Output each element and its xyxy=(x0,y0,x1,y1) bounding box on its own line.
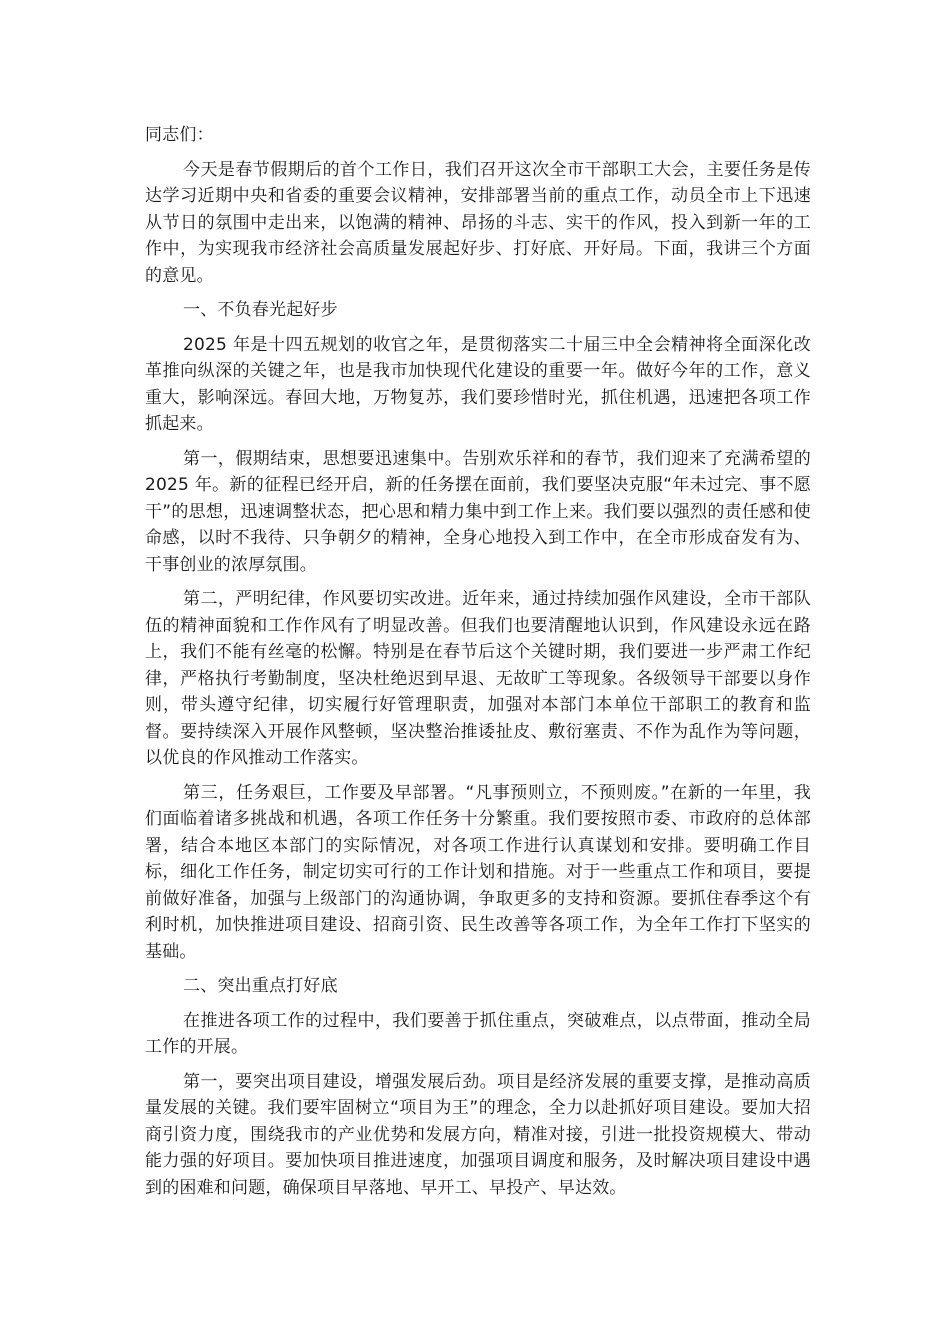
section-heading-1: 一、不负春光起好步 xyxy=(183,300,338,320)
salutation: 同志们： xyxy=(145,125,214,145)
paragraph: 第二，严明纪律，作风要切实改进。近年来，通过持续加强作风建设，全市干部队伍的精神面貌和工作作风有了明显改善。但我们也要清醒地认识到，作风建设永远在路上，我们不能有丝毫的松懈。特别是在春节后这个关键时期，我们要进一步严肃工作纪律，严格执行考勤制度，坚决杜绝迟到早退、无故旷工等现象。各级领导干部要以身作则，带头遵守纪律，切实履行好管理职责，加强对本部门本单位干部职工的教育和监督。要持续深入开展作风整顿，坚决整治推诿扯皮、敷衍塞责、不作为乱作为等问题，以优良的作风推动工作落实。 xyxy=(145,589,811,768)
paragraph-intro: 今天是春节假期后的首个工作日，我们召开这次全市干部职工大会，主要任务是传达学习近期中央和省委的重要会议精神，安排部署当前的重点工作，动员全市上下迅速从节日的氛围中走出来，以饱满的精神、昂扬的斗志、实干的作风，投入到新一年的工作中，为实现我市经济社会高质量发展起好步、打好底、开好局。下面，我讲三个方面的意见。 xyxy=(145,159,811,286)
paragraph: 2025 年是十四五规划的收官之年，是贯彻落实二十届三中全会精神将全面深化改革推向纵深的关键之年，也是我市加快现代化建设的重要一年。做好今年的工作，意义重大，影响深远。春回大地，万物复苏，我们要珍惜时光，抓住机遇，迅速把各项工作抓起来。 xyxy=(145,334,811,434)
paragraph: 第三，任务艰巨，工作要及早部署。“凡事预则立，不预则废。”在新的一年里，我们面临着诸多挑战和机遇，各项工作任务十分繁重。我们要按照市委、市政府的总体部署，结合本地区本部门的实际情况，对各项工作进行认真谋划和安排。要明确工作目标，细化工作任务，制定切实可行的工作计划和措施。对于一些重点工作和项目，要提前做好准备，加强与上级部门的沟通协调，争取更多的支持和资源。要抓住春季这个有利时机，加快推进项目建设、招商引资、民生改善等各项工作，为全年工作打下坚实的基础。 xyxy=(145,782,811,962)
document-body xyxy=(145,122,811,1209)
paragraph: 在推进各项工作的过程中，我们要善于抓住重点，突破难点，以点带面，推动全局工作的开展。 xyxy=(145,1010,811,1057)
section-heading-2: 二、突出重点打好底 xyxy=(183,976,338,996)
paragraph: 第一，要突出项目建设，增强发展后劲。项目是经济发展的重要支撑，是推动高质量发展的关键。我们要牢固树立“项目为王”的理念，全力以赴抓好项目建设。要加大招商引资力度，围绕我市的产业优势和发展方向，精准对接，引进一批投资规模大、带动能力强的好项目。要加快项目推进速度，加强项目调度和服务，及时解决项目建设中遇到的困难和问题，确保项目早落地、早开工、早投产、早达效。 xyxy=(145,1071,811,1198)
paragraph: 第一，假期结束，思想要迅速集中。告别欢乐祥和的春节，我们迎来了充满希望的 2025 年。新的征程已经开启，新的任务摆在面前，我们要坚决克服“年未过完、事不愿干”的思想，迅速调整状态，把心思和精力集中到工作上来。我们要以强烈的责任感和使命感，以时不我待、只争朝夕的精神，全身心地投入到工作中，在全市形成奋发有为、干事创业的浓厚氛围。 xyxy=(145,448,811,575)
